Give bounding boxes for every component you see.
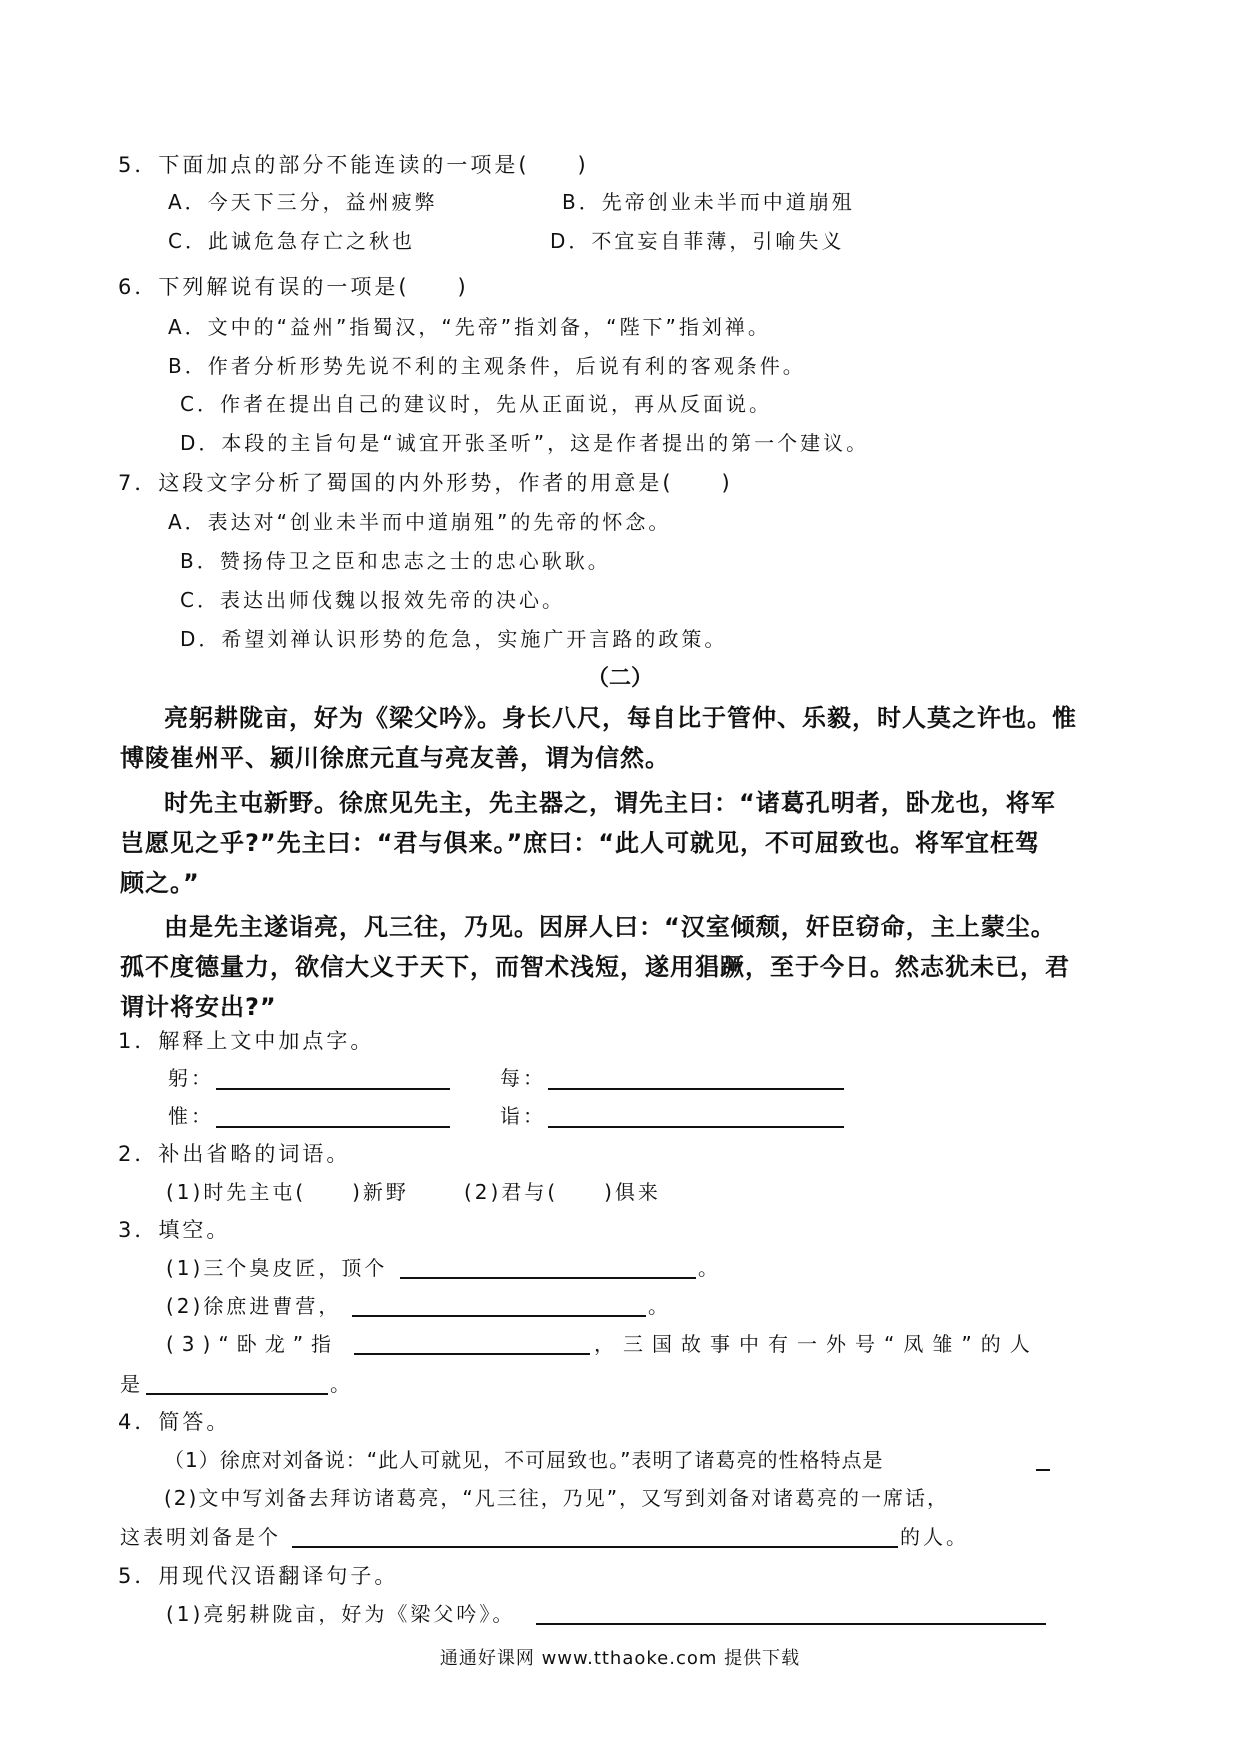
s2-q1-blank-gong[interactable] bbox=[216, 1088, 450, 1090]
s2-q4-item-1: （1）徐庶对刘备说：“此人可就见，不可屈致也。”表明了诸葛亮的性格特点是 bbox=[164, 1448, 884, 1472]
s2-q3-blank-3[interactable] bbox=[354, 1353, 590, 1355]
s2-q1-label-yi: 诣： bbox=[500, 1104, 546, 1128]
passage-line-2: 博陵崔州平、颍川徐庶元直与亮友善，谓为信然。 bbox=[120, 744, 670, 772]
s2-q1-label-mei: 每： bbox=[500, 1066, 546, 1090]
s2-q1-blank-mei[interactable] bbox=[548, 1088, 844, 1090]
s2-q1-label-gong: 躬： bbox=[168, 1066, 214, 1090]
q6-option-a: A．文中的“益州”指蜀汉，“先帝”指刘备，“陛下”指刘禅。 bbox=[168, 315, 771, 339]
s2-q5-item-1: (1)亮躬耕陇亩，好为《梁父吟》。 bbox=[166, 1602, 516, 1626]
s2-q1-label-wei: 惟： bbox=[168, 1104, 214, 1128]
q7-stem: 7．这段文字分析了蜀国的内外形势，作者的用意是( ) bbox=[118, 471, 733, 495]
q7-option-a: A．表达对“创业未半而中道崩殂”的先帝的怀念。 bbox=[168, 510, 672, 534]
q5-option-d: D．不宜妄自菲薄，引喻失义 bbox=[550, 229, 845, 253]
q6-option-d: D．本段的主旨句是“诚宜开张圣听”，这是作者提出的第一个建议。 bbox=[180, 431, 870, 455]
q5-option-b: B．先帝创业未半而中道崩殂 bbox=[562, 190, 855, 214]
footer-text: 通通好课网 www.tthaoke.com 提供下载 bbox=[439, 1648, 801, 1669]
s2-q1-blank-wei[interactable] bbox=[216, 1126, 450, 1128]
q5-stem: 5．下面加点的部分不能连读的一项是( ) bbox=[118, 153, 589, 177]
s2-q4-blank-2[interactable] bbox=[292, 1546, 898, 1548]
passage-line-3: 时先主屯新野。徐庶见先主，先主器之，谓先主曰：“诸葛孔明者，卧龙也，将军 bbox=[164, 789, 1056, 817]
s2-q4-item-2-line-1: (2)文中写刘备去拜访诸葛亮，“凡三往，乃见”，又写到刘备对诸葛亮的一席话， bbox=[164, 1486, 950, 1510]
s2-q3-stem: 3．填空。 bbox=[118, 1218, 231, 1242]
s2-q4-stem: 4．简答。 bbox=[118, 1410, 231, 1434]
s2-q2-item-2: (2)君与( )俱来 bbox=[464, 1180, 661, 1204]
passage-line-8: 谓计将安出?” bbox=[120, 993, 277, 1021]
s2-q3-blank-2[interactable] bbox=[352, 1315, 646, 1317]
q6-option-b: B．作者分析形势先说不利的主观条件，后说有利的客观条件。 bbox=[168, 354, 806, 378]
passage-line-7: 孤不度德量力，欲信大义于天下，而智术浅短，遂用猖蹶，至于今日。然志犹未已，君 bbox=[120, 953, 1070, 981]
q7-option-c: C．表达出师伐魏以报效先帝的决心。 bbox=[180, 588, 565, 612]
q7-option-d: D．希望刘禅认识形势的危急，实施广开言路的政策。 bbox=[180, 627, 728, 651]
s2-q4-blank-1[interactable] bbox=[1036, 1469, 1050, 1471]
s2-q3-item-2-pre: (2)徐庶进曹营， bbox=[166, 1294, 342, 1318]
s2-q3-item-1-pre: (1)三个臭皮匠，顶个 bbox=[166, 1256, 388, 1280]
passage-line-1: 亮躬耕陇亩，好为《梁父吟》。身长八尺，每自比于管仲、乐毅，时人莫之许也。惟 bbox=[164, 704, 1077, 732]
s2-q3-item-3-pre: (3)“卧龙”指 bbox=[166, 1332, 340, 1356]
q5-option-a: A．今天下三分，益州疲弊 bbox=[168, 190, 438, 214]
passage-line-4: 岂愿见之乎?”先主曰：“君与俱来。”庶曰：“此人可就见，不可屈致也。将军宜枉驾 bbox=[120, 829, 1041, 857]
q5-option-c: C．此诚危急存亡之秋也 bbox=[168, 229, 415, 253]
s2-q1-blank-yi[interactable] bbox=[548, 1126, 844, 1128]
s2-q1-stem: 1．解释上文中加点字。 bbox=[118, 1029, 375, 1053]
q6-option-c: C．作者在提出自己的建议时，先从正面说，再从反面说。 bbox=[180, 392, 772, 416]
s2-q2-stem: 2．补出省略的词语。 bbox=[118, 1142, 351, 1166]
s2-q3-item-3-cont: 是 bbox=[120, 1372, 143, 1396]
s2-q2-item-1: (1)时先主屯( )新野 bbox=[166, 1180, 409, 1204]
q6-stem: 6．下列解说有误的一项是( ) bbox=[118, 275, 469, 299]
s2-q4-item-2-pre: 这表明刘备是个 bbox=[120, 1525, 281, 1549]
s2-q3-item-3-mid: ，三国故事中有一外号“凤雏”的人 bbox=[594, 1332, 1039, 1356]
s2-q3-blank-4[interactable] bbox=[146, 1393, 328, 1395]
s2-q3-item-3-post: 。 bbox=[330, 1372, 353, 1396]
section-title: （二） bbox=[586, 666, 653, 691]
s2-q3-blank-1[interactable] bbox=[400, 1277, 696, 1279]
s2-q3-item-2-post: 。 bbox=[648, 1294, 671, 1318]
passage-line-5: 顾之。” bbox=[120, 869, 200, 897]
s2-q5-stem: 5．用现代汉语翻译句子。 bbox=[118, 1564, 399, 1588]
s2-q5-blank-1[interactable] bbox=[536, 1623, 1046, 1625]
s2-q4-item-2-post: 的人。 bbox=[900, 1525, 969, 1549]
s2-q3-item-1-post: 。 bbox=[698, 1256, 721, 1280]
q7-option-b: B．赞扬侍卫之臣和忠志之士的忠心耿耿。 bbox=[180, 549, 611, 573]
passage-line-6: 由是先主遂诣亮，凡三往，乃见。因屏人曰：“汉室倾颓，奸臣窃命，主上蒙尘。 bbox=[164, 913, 1056, 941]
